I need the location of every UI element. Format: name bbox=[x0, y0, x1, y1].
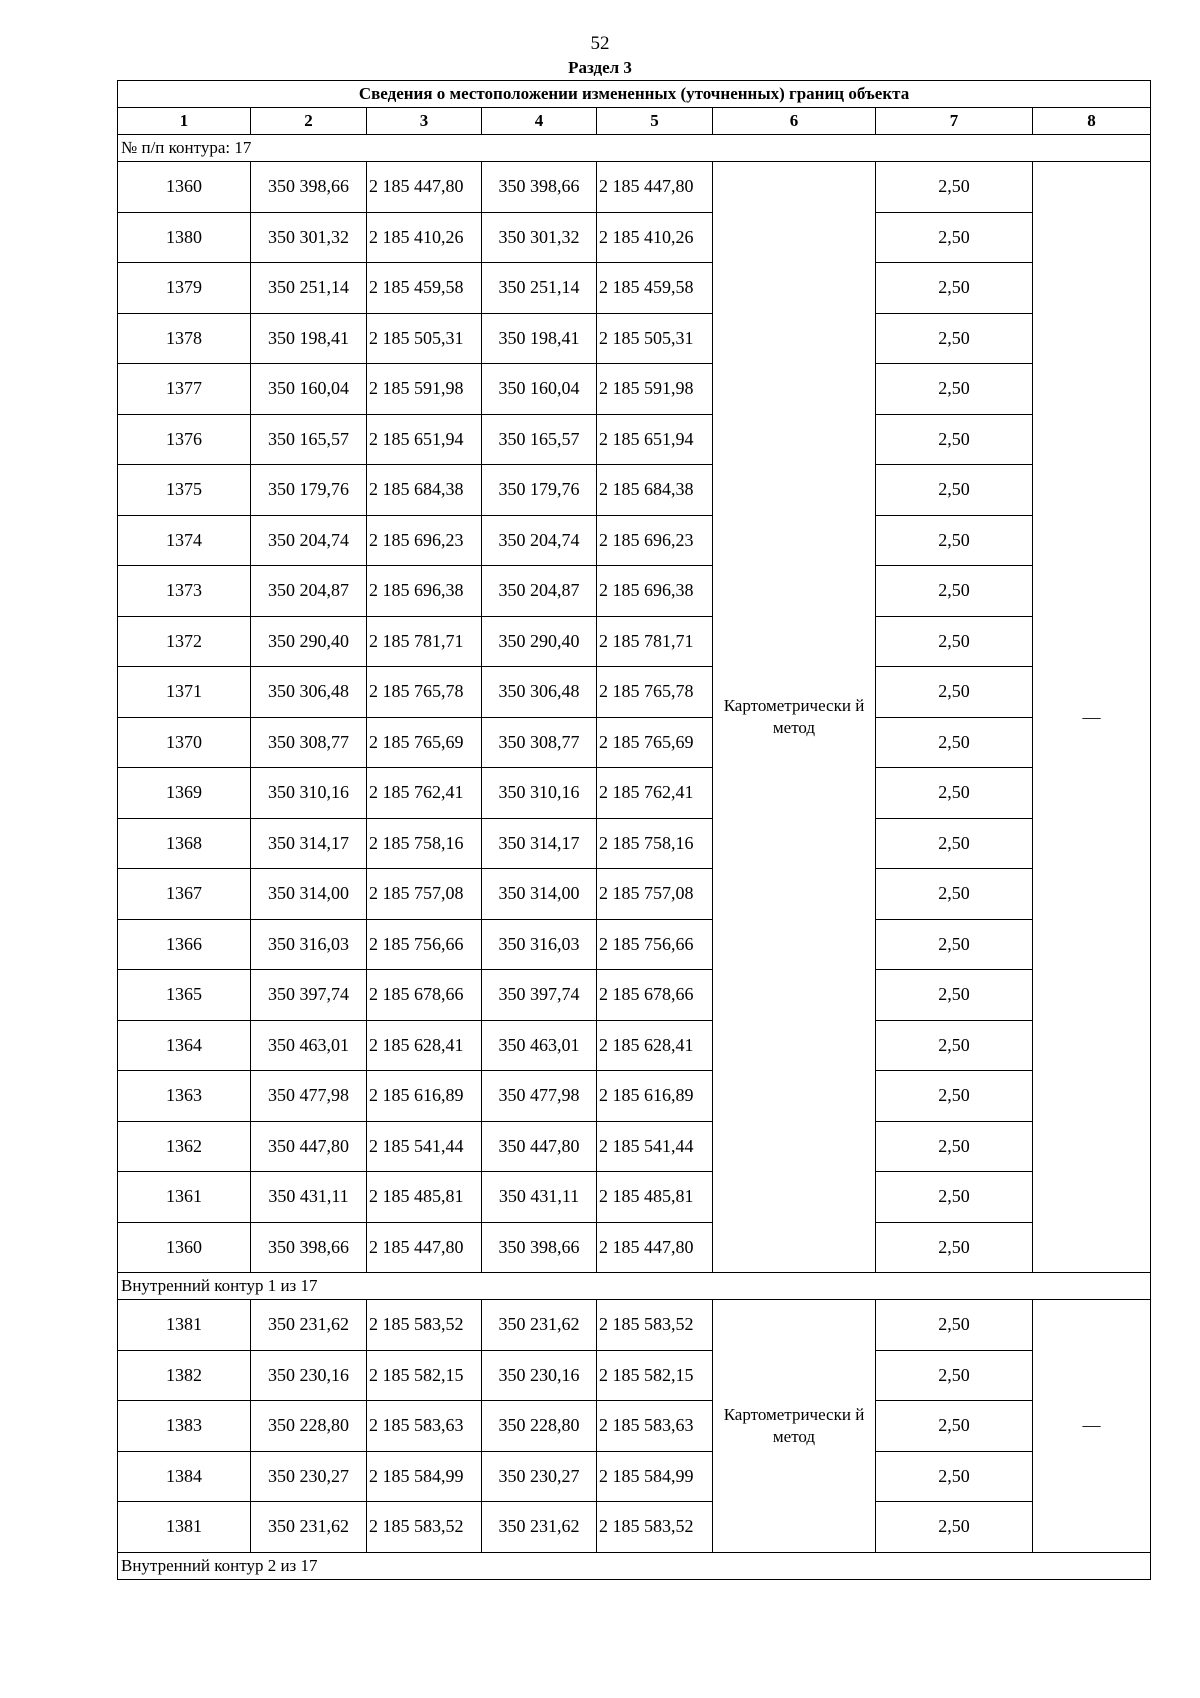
x-new: 350 398,66 bbox=[482, 1222, 597, 1273]
table-row bbox=[118, 212, 1151, 263]
x-existing: 350 204,87 bbox=[251, 566, 367, 617]
table-row bbox=[118, 414, 1151, 465]
accuracy: 2,50 bbox=[876, 1451, 1033, 1502]
y-new: 2 185 583,52 bbox=[597, 1300, 713, 1351]
table-row bbox=[118, 263, 1151, 314]
x-new: 350 397,74 bbox=[482, 970, 597, 1021]
y-existing: 2 185 447,80 bbox=[367, 1222, 482, 1273]
accuracy: 2,50 bbox=[876, 1071, 1033, 1122]
x-new: 350 316,03 bbox=[482, 919, 597, 970]
y-existing: 2 185 505,31 bbox=[367, 313, 482, 364]
table-row bbox=[118, 768, 1151, 819]
point-number: 1383 bbox=[118, 1401, 251, 1452]
table-row bbox=[118, 1300, 1151, 1351]
x-new: 350 301,32 bbox=[482, 212, 597, 263]
table-row bbox=[118, 919, 1151, 970]
table-row bbox=[118, 1350, 1151, 1401]
contour-header-row bbox=[118, 1552, 1151, 1579]
accuracy: 2,50 bbox=[876, 616, 1033, 667]
y-new: 2 185 583,52 bbox=[597, 1502, 713, 1553]
x-existing: 350 231,62 bbox=[251, 1300, 367, 1351]
table-row bbox=[118, 465, 1151, 516]
accuracy: 2,50 bbox=[876, 212, 1033, 263]
column-number-row bbox=[118, 108, 1151, 135]
y-new: 2 185 541,44 bbox=[597, 1121, 713, 1172]
point-number: 1363 bbox=[118, 1071, 251, 1122]
table-row bbox=[118, 818, 1151, 869]
point-number: 1375 bbox=[118, 465, 251, 516]
y-new: 2 185 762,41 bbox=[597, 768, 713, 819]
x-new: 350 290,40 bbox=[482, 616, 597, 667]
x-existing: 350 160,04 bbox=[251, 364, 367, 415]
point-number: 1360 bbox=[118, 1222, 251, 1273]
x-existing: 350 308,77 bbox=[251, 717, 367, 768]
x-existing: 350 398,66 bbox=[251, 1222, 367, 1273]
y-existing: 2 185 696,38 bbox=[367, 566, 482, 617]
x-new: 350 314,00 bbox=[482, 869, 597, 920]
x-new: 350 463,01 bbox=[482, 1020, 597, 1071]
y-existing: 2 185 684,38 bbox=[367, 465, 482, 516]
accuracy: 2,50 bbox=[876, 1222, 1033, 1273]
accuracy: 2,50 bbox=[876, 667, 1033, 718]
x-existing: 350 179,76 bbox=[251, 465, 367, 516]
point-number: 1374 bbox=[118, 515, 251, 566]
y-new: 2 185 651,94 bbox=[597, 414, 713, 465]
table-row bbox=[118, 313, 1151, 364]
x-new: 350 431,11 bbox=[482, 1172, 597, 1223]
page-number: 52 bbox=[590, 33, 610, 54]
y-new: 2 185 684,38 bbox=[597, 465, 713, 516]
y-existing: 2 185 762,41 bbox=[367, 768, 482, 819]
x-existing: 350 447,80 bbox=[251, 1121, 367, 1172]
x-existing: 350 463,01 bbox=[251, 1020, 367, 1071]
y-existing: 2 185 583,52 bbox=[367, 1300, 482, 1351]
table-row bbox=[118, 566, 1151, 617]
x-existing: 350 314,17 bbox=[251, 818, 367, 869]
contour-header: Внутренний контур 2 из 17 bbox=[118, 1552, 1151, 1579]
x-new: 350 306,48 bbox=[482, 667, 597, 718]
table-caption: Сведения о местоположении измененных (уточненных) границ объекта bbox=[118, 81, 1151, 108]
x-existing: 350 431,11 bbox=[251, 1172, 367, 1223]
y-existing: 2 185 756,66 bbox=[367, 919, 482, 970]
y-existing: 2 185 582,15 bbox=[367, 1350, 482, 1401]
accuracy: 2,50 bbox=[876, 717, 1033, 768]
x-new: 350 398,66 bbox=[482, 162, 597, 213]
table-row bbox=[118, 616, 1151, 667]
method-cell: Картометрически й метод bbox=[713, 1300, 876, 1553]
y-existing: 2 185 757,08 bbox=[367, 869, 482, 920]
column-number-5: 5 bbox=[597, 108, 713, 135]
x-new: 350 198,41 bbox=[482, 313, 597, 364]
point-number: 1369 bbox=[118, 768, 251, 819]
table-row bbox=[118, 1451, 1151, 1502]
table-row bbox=[118, 1172, 1151, 1223]
x-existing: 350 397,74 bbox=[251, 970, 367, 1021]
point-number: 1379 bbox=[118, 263, 251, 314]
column-number-3: 3 bbox=[367, 108, 482, 135]
y-existing: 2 185 781,71 bbox=[367, 616, 482, 667]
y-new: 2 185 756,66 bbox=[597, 919, 713, 970]
accuracy: 2,50 bbox=[876, 566, 1033, 617]
x-new: 350 160,04 bbox=[482, 364, 597, 415]
point-number: 1382 bbox=[118, 1350, 251, 1401]
point-number: 1361 bbox=[118, 1172, 251, 1223]
point-number: 1377 bbox=[118, 364, 251, 415]
x-new: 350 204,87 bbox=[482, 566, 597, 617]
y-existing: 2 185 584,99 bbox=[367, 1451, 482, 1502]
table-row bbox=[118, 869, 1151, 920]
x-new: 350 251,14 bbox=[482, 263, 597, 314]
table-row bbox=[118, 364, 1151, 415]
y-new: 2 185 485,81 bbox=[597, 1172, 713, 1223]
x-new: 350 314,17 bbox=[482, 818, 597, 869]
x-existing: 350 230,16 bbox=[251, 1350, 367, 1401]
point-number: 1367 bbox=[118, 869, 251, 920]
coordinates-table bbox=[117, 80, 1151, 1580]
y-existing: 2 185 485,81 bbox=[367, 1172, 482, 1223]
accuracy: 2,50 bbox=[876, 364, 1033, 415]
y-new: 2 185 584,99 bbox=[597, 1451, 713, 1502]
x-existing: 350 398,66 bbox=[251, 162, 367, 213]
table-row bbox=[118, 162, 1151, 213]
column-number-8: 8 bbox=[1033, 108, 1151, 135]
y-new: 2 185 616,89 bbox=[597, 1071, 713, 1122]
y-new: 2 185 628,41 bbox=[597, 1020, 713, 1071]
y-new: 2 185 459,58 bbox=[597, 263, 713, 314]
accuracy: 2,50 bbox=[876, 919, 1033, 970]
accuracy: 2,50 bbox=[876, 1401, 1033, 1452]
table-row bbox=[118, 1020, 1151, 1071]
x-new: 350 228,80 bbox=[482, 1401, 597, 1452]
column-number-1: 1 bbox=[118, 108, 251, 135]
y-existing: 2 185 410,26 bbox=[367, 212, 482, 263]
accuracy: 2,50 bbox=[876, 1121, 1033, 1172]
y-existing: 2 185 616,89 bbox=[367, 1071, 482, 1122]
table-row bbox=[118, 1121, 1151, 1172]
y-existing: 2 185 628,41 bbox=[367, 1020, 482, 1071]
x-existing: 350 204,74 bbox=[251, 515, 367, 566]
y-new: 2 185 447,80 bbox=[597, 1222, 713, 1273]
x-new: 350 165,57 bbox=[482, 414, 597, 465]
point-number: 1384 bbox=[118, 1451, 251, 1502]
x-new: 350 204,74 bbox=[482, 515, 597, 566]
x-existing: 350 290,40 bbox=[251, 616, 367, 667]
x-existing: 350 306,48 bbox=[251, 667, 367, 718]
point-number: 1376 bbox=[118, 414, 251, 465]
x-new: 350 230,16 bbox=[482, 1350, 597, 1401]
point-number: 1362 bbox=[118, 1121, 251, 1172]
point-number: 1378 bbox=[118, 313, 251, 364]
table-row bbox=[118, 1401, 1151, 1452]
x-existing: 350 310,16 bbox=[251, 768, 367, 819]
y-existing: 2 185 696,23 bbox=[367, 515, 482, 566]
y-new: 2 185 583,63 bbox=[597, 1401, 713, 1452]
y-existing: 2 185 459,58 bbox=[367, 263, 482, 314]
x-new: 350 308,77 bbox=[482, 717, 597, 768]
y-new: 2 185 781,71 bbox=[597, 616, 713, 667]
table-row bbox=[118, 1502, 1151, 1553]
contour-header-row bbox=[118, 135, 1151, 162]
table-row bbox=[118, 1071, 1151, 1122]
table-caption-row bbox=[118, 81, 1151, 108]
contour-header-row bbox=[118, 1273, 1151, 1300]
y-existing: 2 185 758,16 bbox=[367, 818, 482, 869]
contour-header: Внутренний контур 1 из 17 bbox=[118, 1273, 1151, 1300]
y-existing: 2 185 583,52 bbox=[367, 1502, 482, 1553]
point-number: 1360 bbox=[118, 162, 251, 213]
x-existing: 350 231,62 bbox=[251, 1502, 367, 1553]
x-existing: 350 228,80 bbox=[251, 1401, 367, 1452]
point-number: 1372 bbox=[118, 616, 251, 667]
accuracy: 2,50 bbox=[876, 869, 1033, 920]
accuracy: 2,50 bbox=[876, 1020, 1033, 1071]
x-new: 350 477,98 bbox=[482, 1071, 597, 1122]
table-row bbox=[118, 515, 1151, 566]
point-number: 1365 bbox=[118, 970, 251, 1021]
x-existing: 350 230,27 bbox=[251, 1451, 367, 1502]
point-number: 1380 bbox=[118, 212, 251, 263]
accuracy: 2,50 bbox=[876, 818, 1033, 869]
y-existing: 2 185 541,44 bbox=[367, 1121, 482, 1172]
table-row bbox=[118, 717, 1151, 768]
accuracy: 2,50 bbox=[876, 768, 1033, 819]
point-number: 1381 bbox=[118, 1300, 251, 1351]
point-number: 1381 bbox=[118, 1502, 251, 1553]
x-existing: 350 198,41 bbox=[251, 313, 367, 364]
table-row bbox=[118, 970, 1151, 1021]
point-number: 1370 bbox=[118, 717, 251, 768]
section-title: Раздел 3 bbox=[568, 58, 632, 77]
note-cell: — bbox=[1033, 162, 1151, 1273]
y-new: 2 185 447,80 bbox=[597, 162, 713, 213]
x-new: 350 310,16 bbox=[482, 768, 597, 819]
x-existing: 350 314,00 bbox=[251, 869, 367, 920]
y-new: 2 185 410,26 bbox=[597, 212, 713, 263]
y-new: 2 185 582,15 bbox=[597, 1350, 713, 1401]
point-number: 1371 bbox=[118, 667, 251, 718]
accuracy: 2,50 bbox=[876, 414, 1033, 465]
x-new: 350 230,27 bbox=[482, 1451, 597, 1502]
table-row bbox=[118, 1222, 1151, 1273]
y-new: 2 185 696,23 bbox=[597, 515, 713, 566]
x-existing: 350 165,57 bbox=[251, 414, 367, 465]
y-existing: 2 185 591,98 bbox=[367, 364, 482, 415]
x-existing: 350 477,98 bbox=[251, 1071, 367, 1122]
point-number: 1373 bbox=[118, 566, 251, 617]
x-new: 350 447,80 bbox=[482, 1121, 597, 1172]
column-number-4: 4 bbox=[482, 108, 597, 135]
accuracy: 2,50 bbox=[876, 1350, 1033, 1401]
accuracy: 2,50 bbox=[876, 1502, 1033, 1553]
column-number-6: 6 bbox=[713, 108, 876, 135]
note-cell: — bbox=[1033, 1300, 1151, 1553]
x-new: 350 231,62 bbox=[482, 1300, 597, 1351]
y-existing: 2 185 651,94 bbox=[367, 414, 482, 465]
accuracy: 2,50 bbox=[876, 1172, 1033, 1223]
y-new: 2 185 678,66 bbox=[597, 970, 713, 1021]
y-new: 2 185 765,69 bbox=[597, 717, 713, 768]
point-number: 1368 bbox=[118, 818, 251, 869]
y-new: 2 185 757,08 bbox=[597, 869, 713, 920]
x-new: 350 231,62 bbox=[482, 1502, 597, 1553]
accuracy: 2,50 bbox=[876, 263, 1033, 314]
y-new: 2 185 765,78 bbox=[597, 667, 713, 718]
accuracy: 2,50 bbox=[876, 313, 1033, 364]
y-existing: 2 185 447,80 bbox=[367, 162, 482, 213]
x-existing: 350 301,32 bbox=[251, 212, 367, 263]
y-existing: 2 185 765,78 bbox=[367, 667, 482, 718]
column-number-2: 2 bbox=[251, 108, 367, 135]
accuracy: 2,50 bbox=[876, 1300, 1033, 1351]
point-number: 1366 bbox=[118, 919, 251, 970]
y-existing: 2 185 583,63 bbox=[367, 1401, 482, 1452]
table-row bbox=[118, 667, 1151, 718]
accuracy: 2,50 bbox=[876, 465, 1033, 516]
column-number-7: 7 bbox=[876, 108, 1033, 135]
y-new: 2 185 696,38 bbox=[597, 566, 713, 617]
x-new: 350 179,76 bbox=[482, 465, 597, 516]
y-new: 2 185 591,98 bbox=[597, 364, 713, 415]
accuracy: 2,50 bbox=[876, 162, 1033, 213]
method-cell: Картометрически й метод bbox=[713, 162, 876, 1273]
x-existing: 350 316,03 bbox=[251, 919, 367, 970]
accuracy: 2,50 bbox=[876, 970, 1033, 1021]
contour-header: № п/п контура: 17 bbox=[118, 135, 1151, 162]
point-number: 1364 bbox=[118, 1020, 251, 1071]
y-new: 2 185 758,16 bbox=[597, 818, 713, 869]
x-existing: 350 251,14 bbox=[251, 263, 367, 314]
y-existing: 2 185 765,69 bbox=[367, 717, 482, 768]
y-new: 2 185 505,31 bbox=[597, 313, 713, 364]
accuracy: 2,50 bbox=[876, 515, 1033, 566]
y-existing: 2 185 678,66 bbox=[367, 970, 482, 1021]
